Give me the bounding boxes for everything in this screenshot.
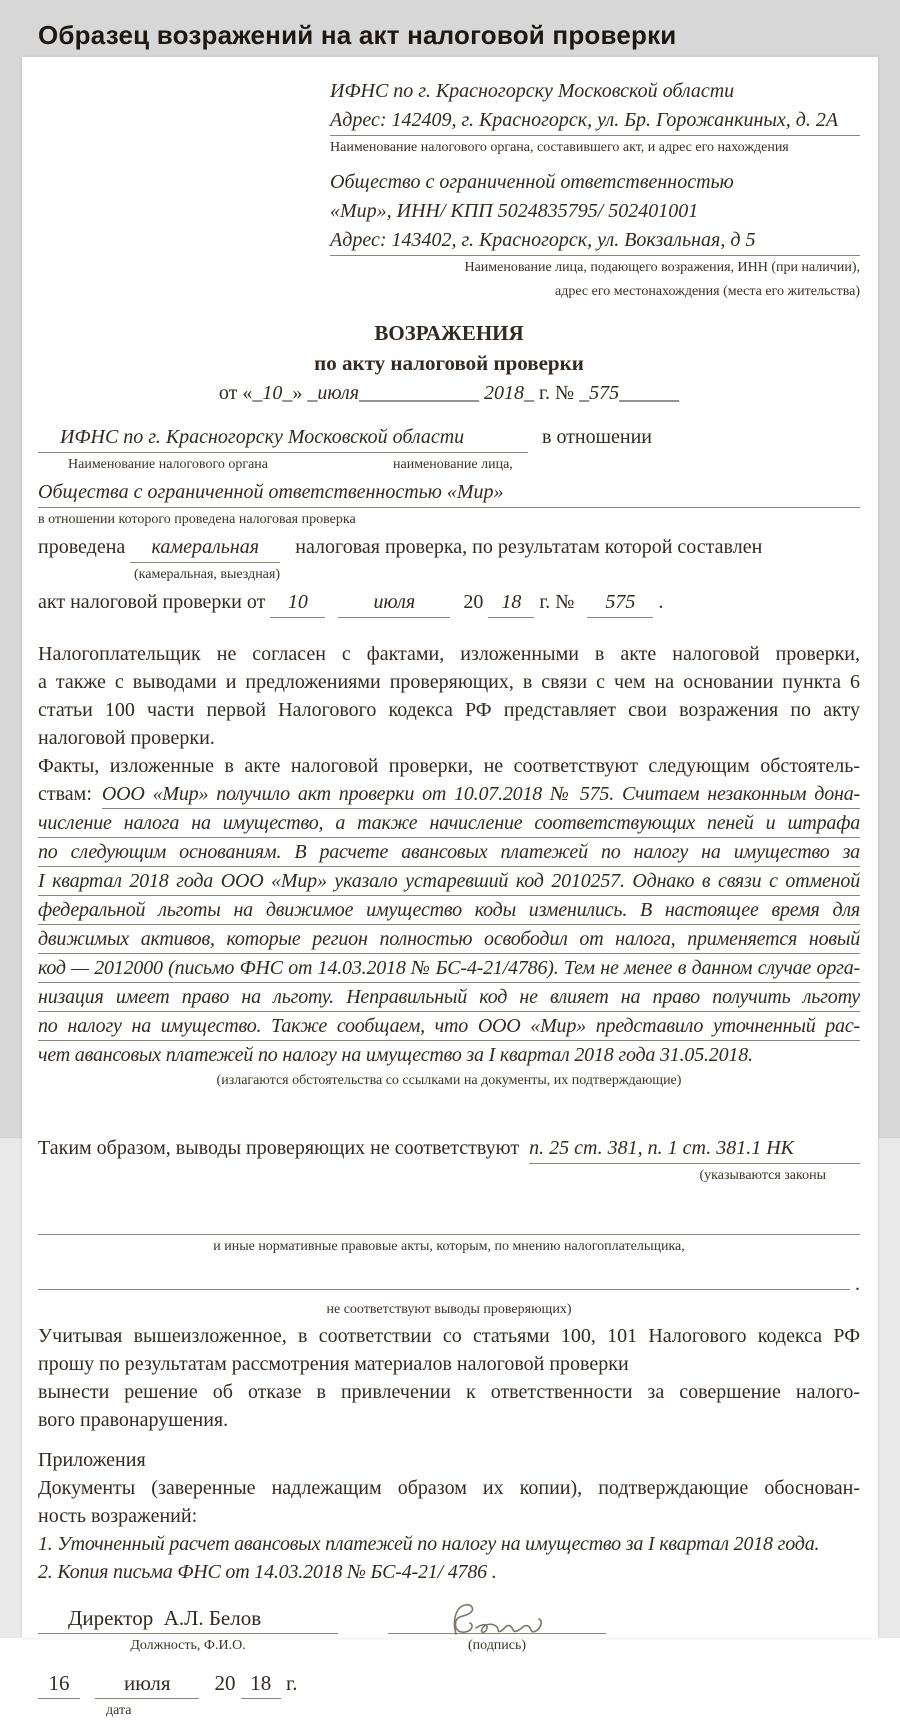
request-line3: вынести решение об отказе в привлечении к ответственности за совершение налого-	[38, 1381, 860, 1403]
attachments-items	[38, 1530, 860, 1586]
signature-line	[388, 1602, 606, 1634]
facts-fill-first: ООО «Мир» получило акт проверки от 10.07.2018 № 575. Считаем незаконным дона-	[102, 780, 860, 809]
form-caption-person2: в отношении которого проведена налоговая проверка	[38, 512, 356, 527]
caption-authority: Наименование налогового органа	[68, 457, 268, 472]
doc-heading	[38, 318, 860, 408]
facts-fill-line: низация имеет право на льготу. Неправильный код не влияет на право получить льготу	[38, 983, 860, 1012]
act-g: г. №	[539, 591, 575, 613]
facts-block	[38, 752, 860, 1093]
facts-first-fill-row	[38, 780, 860, 809]
blank-rule-2-row	[38, 1259, 860, 1298]
date-prefix: от «	[218, 382, 253, 404]
conclusion-row	[38, 1133, 860, 1164]
form-conducted-row	[38, 532, 860, 563]
date-day: _10_	[252, 382, 293, 404]
form-in-relation: в отношении	[542, 426, 653, 448]
doc-heading-date	[38, 378, 860, 408]
act-number: 575	[587, 587, 653, 618]
paragraph-line: налоговой проверки.	[38, 727, 215, 749]
caption-person: наименование лица,	[393, 457, 513, 472]
date-mid: »	[292, 382, 308, 404]
attachments-block	[38, 1446, 860, 1586]
facts-fill-line: по налогу на имущество. Также сообщаем, что ООО «Мир» представило уточненный рас-	[38, 1012, 860, 1041]
blank-rule-2	[38, 1259, 850, 1290]
caption-date: дата	[106, 1703, 132, 1718]
signature-icon	[442, 1602, 552, 1636]
date-month: _июля____________	[307, 382, 480, 404]
form-caption-row1	[38, 453, 860, 477]
form-authority-row	[38, 422, 860, 453]
date-year: 2018_	[479, 382, 535, 404]
authority-address: Адрес: 142409, г. Красногорск, ул. Бр. Горожанкиных, д. 2А	[330, 106, 860, 136]
applicant-name-line1: Общество с ограниченной ответственностью	[330, 171, 734, 193]
facts-fill-line: числение налога на имущество, а также начисление соответствующих пеней и штрафа	[38, 809, 860, 838]
signature-right-col	[388, 1602, 606, 1658]
applicant-name-line2: «Мир», ИНН/ КПП 5024835795/ 502401001	[330, 200, 699, 222]
caption-position: Должность, Ф.И.О.	[130, 1638, 246, 1653]
act-day: 10	[270, 587, 325, 618]
facts-fill-line: движимых активов, которые регион полностью освободил от налога, применяется новый	[38, 925, 860, 954]
facts-caption: (излагаются обстоятельства со ссылками на документы, их подтверждающие)	[216, 1073, 682, 1088]
request-line4: вого правонарушения.	[38, 1409, 229, 1431]
position-name: Директор А.Л. Белов	[68, 1606, 262, 1630]
blank-rule-1	[38, 1188, 860, 1235]
signature-left-col	[38, 1602, 338, 1658]
date-g: г.	[286, 1671, 298, 1695]
caption-end: не соответствуют выводы проверяющих)	[326, 1302, 572, 1317]
facts-fill-line: код — 2012000 (письмо ФНС от 14.03.2018 № БС-4-21/4786). Тем не менее в данном случае орга-	[38, 954, 860, 983]
attachments-line1: Документы (заверенные надлежащим образом их копии), подтверждающие обоснован-	[38, 1477, 860, 1499]
date-row	[38, 1668, 860, 1699]
act-year: 18	[488, 587, 534, 618]
conclusion-dot: .	[855, 1273, 860, 1295]
paragraph-line: статьи 100 части первой Налогового кодекса РФ представляет свои возражения по акту	[38, 699, 860, 721]
paragraph-line: а также с выводами и предложениями проверяющих, в связи с чем на основании пункта 6	[38, 671, 860, 693]
request-line1: Учитывая вышеизложенное, в соответствии со статьями 100, 101 Налогового кодекса РФ	[38, 1325, 860, 1347]
request-block	[38, 1322, 860, 1434]
facts-fill-lines	[38, 809, 860, 1041]
paragraph-line: Налогоплательщик не согласен с фактами, изложенными в акте налоговой проверки,	[38, 643, 860, 665]
attachment-item: 1. Уточненный расчет авансовых платежей по налогу на имущество за I квартал 2018 года.	[38, 1533, 820, 1555]
attachments-line2: ность возражений:	[38, 1505, 198, 1527]
doc-heading-line1: ВОЗРАЖЕНИЯ	[374, 321, 524, 345]
caption-acts: и иные нормативные правовые акты, которым, по мнению налогоплательщика,	[213, 1239, 685, 1254]
signature-row	[38, 1602, 860, 1658]
form-authority-fill: ИФНС по г. Красногорску Московской области	[38, 422, 528, 453]
authority-caption: Наименование налогового органа, составившего акт, и адрес его нахождения	[330, 140, 789, 155]
conducted-prefix: проведена	[38, 536, 126, 558]
conclusion-block	[38, 1133, 860, 1322]
document-page	[22, 57, 878, 1718]
request-line2: прошу по результатам рассмотрения материалов налоговой проверки	[38, 1353, 629, 1375]
page-title: Образец возражений на акт налоговой проверки	[38, 20, 677, 50]
title-bar	[0, 0, 900, 64]
date-year-field: 18	[241, 1668, 281, 1699]
caption-laws: (указываются законы	[699, 1168, 826, 1183]
facts-last-line: чет авансовых платежей по налогу на имущество за I квартал 2018 года 31.05.2018.	[38, 1044, 753, 1066]
conclusion-prefix: Таким образом, выводы проверяющих не соответствуют	[38, 1137, 520, 1159]
date-num: _575______	[579, 382, 680, 404]
conclusion-fill: п. 25 ст. 381, п. 1 ст. 381.1 НК	[529, 1133, 860, 1164]
form-act-row	[38, 587, 860, 618]
addressee-block	[330, 77, 860, 304]
act-dot: .	[658, 591, 664, 613]
facts-fill-line: по следующим основаниям. В расчете авансовых платежей по налогу на имущество за	[38, 838, 860, 867]
facts-lead: Факты, изложенные в акте налоговой проверки, не соответствуют следующим обстоятель-	[38, 755, 860, 777]
date-day-field: 16	[38, 1668, 80, 1699]
act-month: июля	[338, 587, 450, 618]
applicant-caption-2: адрес его местонахождения (места его жительства)	[555, 284, 860, 299]
position-line	[38, 1602, 338, 1634]
act-20: 20	[463, 591, 484, 613]
conducted-suffix: налоговая проверка, по результатам которой составлен	[295, 536, 763, 558]
facts-fill-line: федеральной льготы на движимое имущество коды изменились. В настоящее время для	[38, 896, 860, 925]
form-person-fill: Общества с ограниченной ответственностью «Мир»	[38, 477, 860, 508]
applicant-caption-1: Наименование лица, подающего возражения, ИНН (при наличии),	[464, 260, 860, 275]
caption-signature: (подпись)	[467, 1638, 527, 1653]
doc-heading-line2: по акту налоговой проверки	[314, 351, 584, 375]
conducted-fill: камеральная	[130, 532, 280, 563]
date-20: 20	[214, 1671, 236, 1695]
applicant-address: Адрес: 143402, г. Красногорск, ул. Вокзальная, д 5	[330, 226, 860, 256]
attachments-title: Приложения	[38, 1449, 146, 1471]
date-month-field: июля	[95, 1668, 199, 1699]
form-caption-type: (камеральная, выездная)	[134, 567, 281, 582]
facts-fill-line: I квартал 2018 года ООО «Мир» указало устаревший код 2010257. Однако в связи с отменой	[38, 867, 860, 896]
authority-name: ИФНС по г. Красногорску Московской области	[330, 80, 735, 102]
form-section	[38, 422, 860, 618]
facts-label: ствам:	[38, 783, 92, 805]
attachment-item: 2. Копия письма ФНС от 14.03.2018 № БС-4-21/ 4786 .	[38, 1561, 497, 1583]
date-g: г. №	[534, 382, 580, 404]
act-prefix: акт налоговой проверки от	[38, 591, 266, 613]
paragraph-disagreement	[38, 640, 860, 752]
